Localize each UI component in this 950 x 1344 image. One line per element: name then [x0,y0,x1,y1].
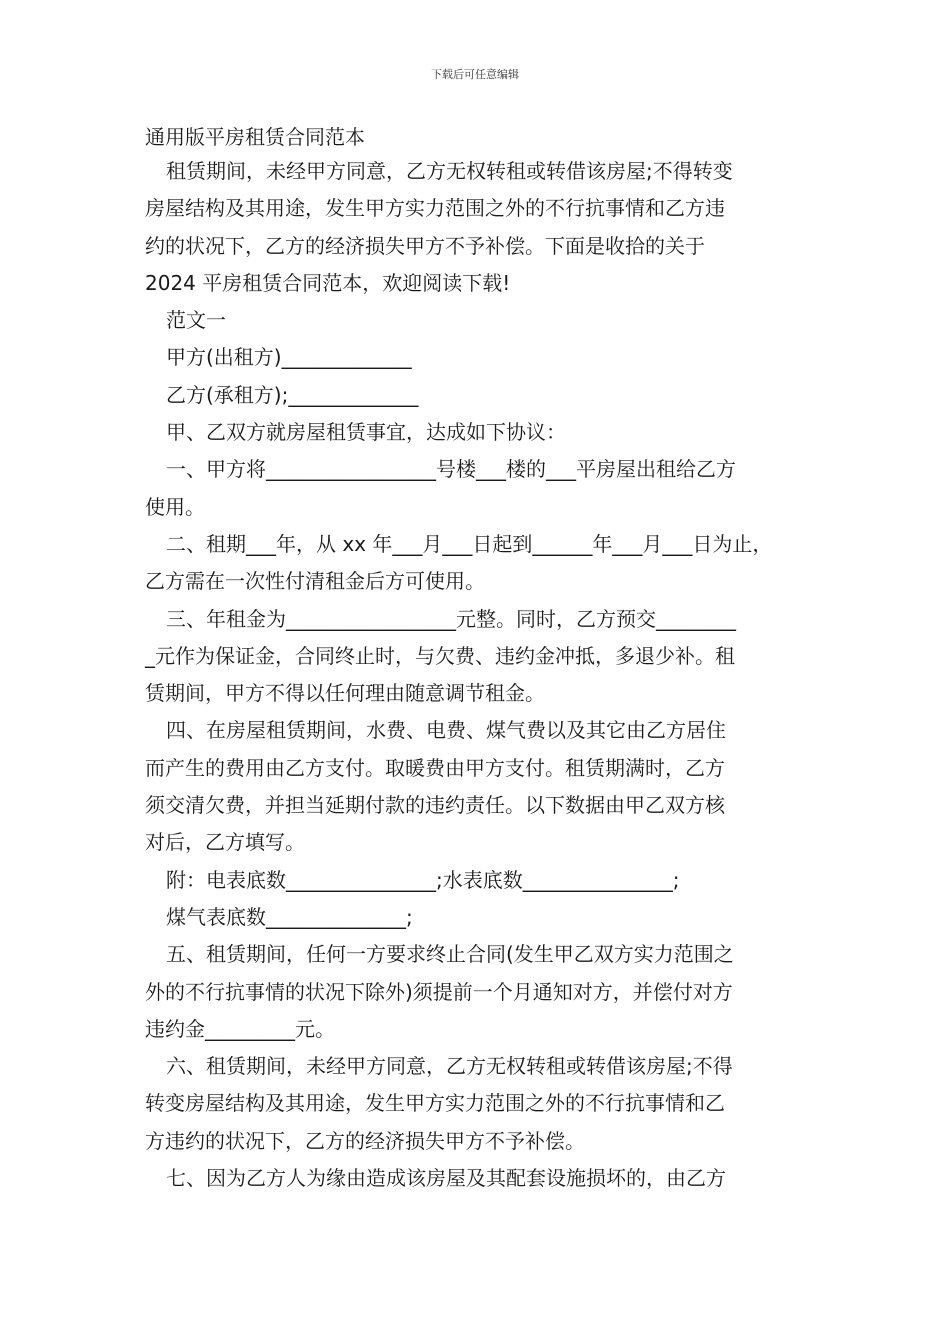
body-line: 约的状况下，乙方的经济损失甲方不予补偿。下面是收拾的关于 [145,233,705,258]
document-body [145,153,809,1197]
body-line: 而产生的费用由乙方支付。取暖费由甲方支付。租赁期满时，乙方 [145,755,725,780]
body-line: 赁期间，甲方不得以任何理由随意调节租金。 [145,681,545,706]
body-line: 方违约的状况下，乙方的经济损失甲方不予补偿。 [145,1128,585,1153]
body-line: _元作为保证金，合同终止时，与欠费、违约金冲抵，多退少补。租 [145,643,735,668]
body-line: 乙方需在一次性付清租金后方可使用。 [145,569,485,594]
clause-7: 七、因为乙方人为缘由造成该房屋及其配套设施损坏的，由乙方 [166,1166,726,1191]
party-b-line: 乙方(承租方);_____________ [166,382,419,407]
agreement-intro: 甲、乙双方就房屋租赁事宜，达成如下协议： [166,420,566,445]
body-line: 对后，乙方填写。 [145,830,305,855]
page-header: 下载后可任意编辑 [431,68,519,81]
document-title: 通用版平房租赁合同范本 [145,125,365,149]
body-line: 使用。 [145,494,205,519]
body-line: 须交清欠费，并担当延期付款的违约责任。以下数据由甲乙双方核 [145,793,725,818]
section-heading: 范文一 [166,308,226,333]
body-line: 违约金_________元。 [145,1016,335,1041]
clause-2: 二、租期___年，从 xx 年___月___日起到______年___月___日为止， [166,531,773,556]
clause-3: 三、年租金为_________________元整。同时，乙方预交________ [166,606,736,631]
body-line: 房屋结构及其用途，发生甲方实力范围之外的不行抗事情和乙方违 [145,196,725,221]
body-line: 外的不行抗事情的状况下除外)须提前一个月通知对方，并偿付对方 [145,979,733,1004]
meter-readings: 附：电表底数_______________;水表底数_______________; [166,867,680,892]
body-line: 2024 平房租赁合同范本，欢迎阅读下载! [145,270,511,295]
body-line: 转变房屋结构及其用途，发生甲方实力范围之外的不行抗事情和乙 [145,1091,725,1116]
gas-meter-reading: 煤气表底数______________; [166,904,413,929]
clause-5: 五、租赁期间，任何一方要求终止合同(发生甲乙双方实力范围之 [166,942,734,967]
clause-4: 四、在房屋租赁期间，水费、电费、煤气费以及其它由乙方居住 [166,718,726,743]
clause-1: 一、甲方将_________________号楼___楼的___平房屋出租给乙方 [166,457,736,482]
clause-6: 六、租赁期间，未经甲方同意，乙方无权转租或转借该房屋;不得 [166,1054,733,1079]
party-a-line: 甲方(出租方)_____________ [166,345,412,370]
body-line: 租赁期间，未经甲方同意，乙方无权转租或转借该房屋;不得转变 [166,159,733,183]
